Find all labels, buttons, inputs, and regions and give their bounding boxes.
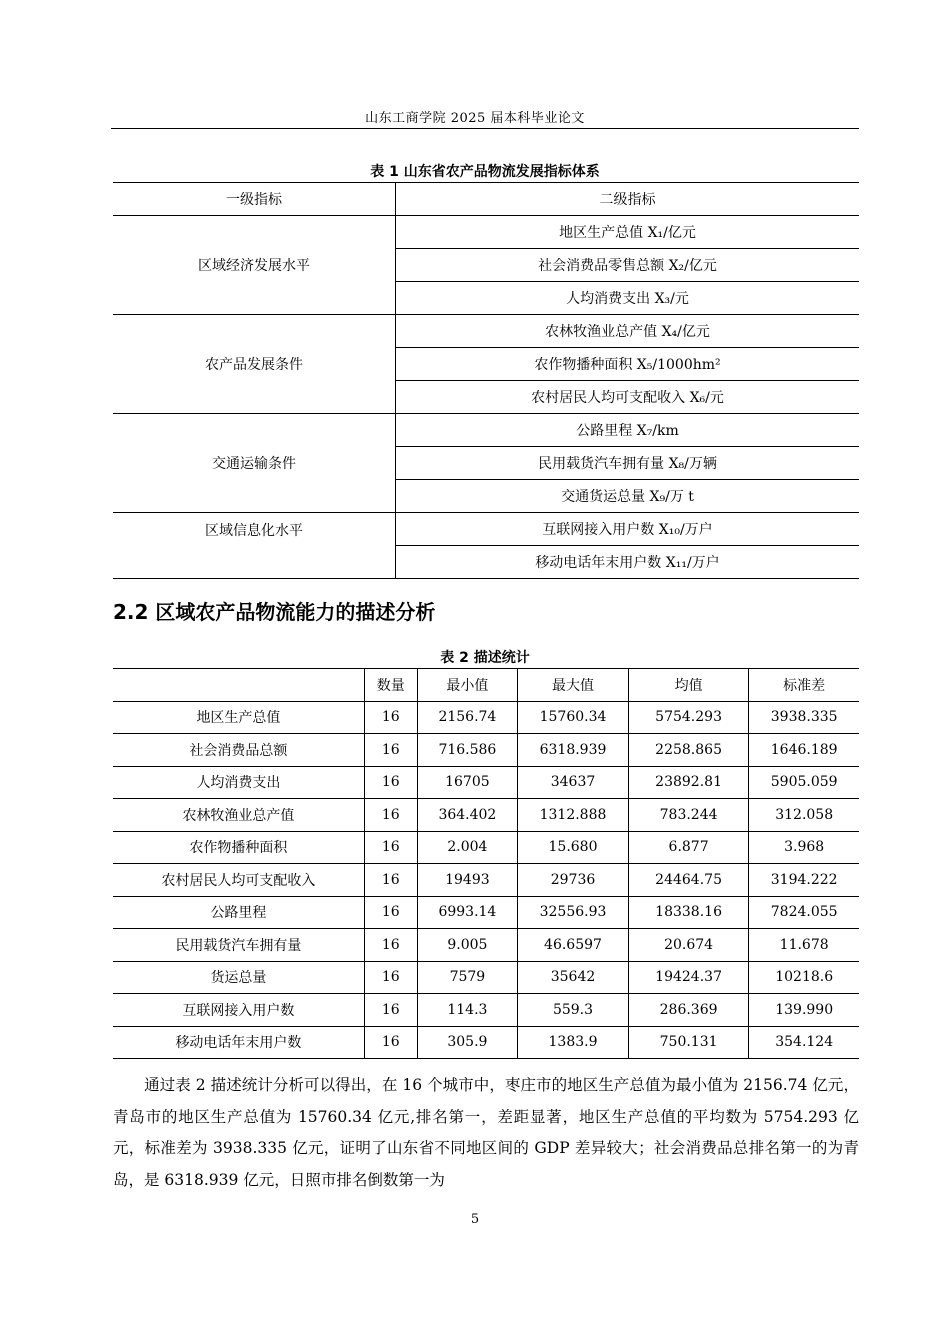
table2-header: 最小值	[417, 669, 518, 702]
table2-header	[113, 669, 364, 702]
table-row	[113, 766, 859, 799]
table1-caption: 表 1 山东省农产品物流发展指标体系	[370, 164, 600, 180]
table-cell: 3194.222	[749, 864, 859, 897]
table-cell: 750.131	[628, 1026, 749, 1059]
table-cell: 16	[364, 766, 417, 799]
table-cell: 6.877	[628, 831, 749, 864]
table2-header: 标准差	[749, 669, 859, 702]
row-label: 农作物播种面积	[113, 831, 364, 864]
table-row	[113, 994, 859, 1027]
table-cell: 16	[364, 831, 417, 864]
secondary-indicator: 移动电话年末用户数 X₁₁/万户	[535, 555, 720, 571]
secondary-indicator: 农作物播种面积 X₅/1000hm²	[396, 348, 860, 381]
table-cell: 783.244	[628, 799, 749, 832]
table-cell: 3.968	[749, 831, 859, 864]
secondary-indicator: 人均消费支出 X₃/元	[396, 282, 860, 315]
row-label: 地区生产总值	[113, 701, 364, 734]
table-cell: 23892.81	[628, 766, 749, 799]
table-cell: 7579	[417, 961, 518, 994]
table-cell: 3938.335	[749, 701, 859, 734]
indicator-system-table	[113, 182, 859, 579]
table-cell: 35642	[518, 961, 629, 994]
table-cell: 16	[364, 1026, 417, 1059]
table-cell: 16	[364, 799, 417, 832]
primary-indicator: 交通运输条件	[113, 414, 396, 513]
table-row	[113, 831, 859, 864]
table2-header: 最大值	[518, 669, 629, 702]
row-label: 农林牧渔业总产值	[113, 799, 364, 832]
section-heading: 2.2 区域农产品物流能力的描述分析	[113, 600, 436, 624]
table-cell: 46.6597	[518, 929, 629, 962]
table-cell: 312.058	[749, 799, 859, 832]
table-cell: 2.004	[417, 831, 518, 864]
table-cell: 114.3	[417, 994, 518, 1027]
row-label: 社会消费品总额	[113, 734, 364, 767]
primary-indicator: 区域经济发展水平	[113, 216, 396, 315]
table-cell: 16	[364, 701, 417, 734]
row-label: 移动电话年末用户数	[175, 1035, 302, 1052]
table-cell: 716.586	[417, 734, 518, 767]
page-number: 5	[470, 1212, 480, 1227]
table-row	[113, 896, 859, 929]
table-row	[113, 929, 859, 962]
row-label: 货运总量	[113, 961, 364, 994]
table-cell: 10218.6	[749, 961, 859, 994]
table-cell: 139.990	[749, 994, 859, 1027]
table-cell: 559.3	[518, 994, 629, 1027]
table-cell: 6993.14	[417, 896, 518, 929]
primary-indicator: 农产品发展条件	[113, 315, 396, 414]
row-label: 互联网接入用户数	[113, 994, 364, 1027]
table2-caption: 表 2 描述统计	[440, 650, 530, 666]
secondary-indicator: 公路里程 X₇/km	[396, 414, 860, 447]
secondary-indicator: 交通货运总量 X₉/万 t	[396, 480, 860, 513]
table-cell: 2258.865	[628, 734, 749, 767]
table-cell: 19493	[417, 864, 518, 897]
table-cell: 364.402	[417, 799, 518, 832]
table-cell: 16	[364, 864, 417, 897]
table-cell: 5905.059	[749, 766, 859, 799]
table-cell: 34637	[518, 766, 629, 799]
table2-header: 数量	[364, 669, 417, 702]
table-row	[113, 864, 859, 897]
table-row	[113, 701, 859, 734]
row-label: 民用载货汽车拥有量	[113, 929, 364, 962]
table-row	[113, 961, 859, 994]
table-row	[113, 1026, 859, 1059]
table-row	[113, 734, 859, 767]
table-cell: 286.369	[628, 994, 749, 1027]
table1-header-secondary: 二级指标	[396, 183, 860, 216]
secondary-indicator: 民用载货汽车拥有量 X₈/万辆	[396, 447, 860, 480]
table-cell: 19424.37	[628, 961, 749, 994]
table-cell: 24464.75	[628, 864, 749, 897]
table-cell: 16	[364, 961, 417, 994]
secondary-indicator: 农林牧渔业总产值 X₄/亿元	[396, 315, 860, 348]
secondary-indicator: 互联网接入用户数 X₁₀/万户	[396, 513, 860, 546]
body-paragraph: 通过表 2 描述统计分析可以得出，在 16 个城市中，枣庄市的地区生产总值为最小值为 2156.74 亿元，青岛市的地区生产总值为 15760.34 亿元,排名第一，差距显著，地区生产总值的平均数为 5754.293 亿元，标准差为 3938.335 亿元，证明了山东省不同地区间的 GDP 差异较大；社会消费品总排名第一的为青岛，是 6318.939 亿元，日照市排名倒数第一为	[113, 1076, 859, 1189]
table2-body	[113, 701, 859, 1059]
table-cell: 1383.9	[518, 1026, 629, 1059]
table-cell: 29736	[518, 864, 629, 897]
secondary-indicator: 社会消费品零售总额 X₂/亿元	[396, 249, 860, 282]
table-cell: 5754.293	[628, 701, 749, 734]
table-cell: 354.124	[749, 1026, 859, 1059]
table-cell: 305.9	[417, 1026, 518, 1059]
row-label: 人均消费支出	[113, 766, 364, 799]
table-cell: 9.005	[417, 929, 518, 962]
table-cell: 1646.189	[749, 734, 859, 767]
table1-header-primary: 一级指标	[113, 183, 396, 216]
primary-indicator: 区域信息化水平	[113, 513, 396, 579]
table-cell: 20.674	[628, 929, 749, 962]
secondary-indicator: 农村居民人均可支配收入 X₆/元	[396, 381, 860, 414]
table-cell: 18338.16	[628, 896, 749, 929]
header-rule	[111, 128, 859, 129]
table-row	[113, 799, 859, 832]
descriptive-statistics-table	[113, 668, 859, 1059]
table-cell: 32556.93	[518, 896, 629, 929]
table-cell: 11.678	[749, 929, 859, 962]
table-cell: 2156.74	[417, 701, 518, 734]
table-cell: 16	[364, 734, 417, 767]
secondary-indicator: 地区生产总值 X₁/亿元	[396, 216, 860, 249]
row-label: 农村居民人均可支配收入	[113, 864, 364, 897]
page-header: 山东工商学院 2025 届本科毕业论文	[365, 111, 585, 126]
table-cell: 16	[364, 994, 417, 1027]
table-cell: 15760.34	[518, 701, 629, 734]
table-cell: 7824.055	[749, 896, 859, 929]
table-cell: 6318.939	[518, 734, 629, 767]
row-label: 公路里程	[113, 896, 364, 929]
table-cell: 1312.888	[518, 799, 629, 832]
table-cell: 16	[364, 896, 417, 929]
table-cell: 15.680	[518, 831, 629, 864]
table-cell: 16705	[417, 766, 518, 799]
table2-header: 均值	[628, 669, 749, 702]
table-cell: 16	[364, 929, 417, 962]
